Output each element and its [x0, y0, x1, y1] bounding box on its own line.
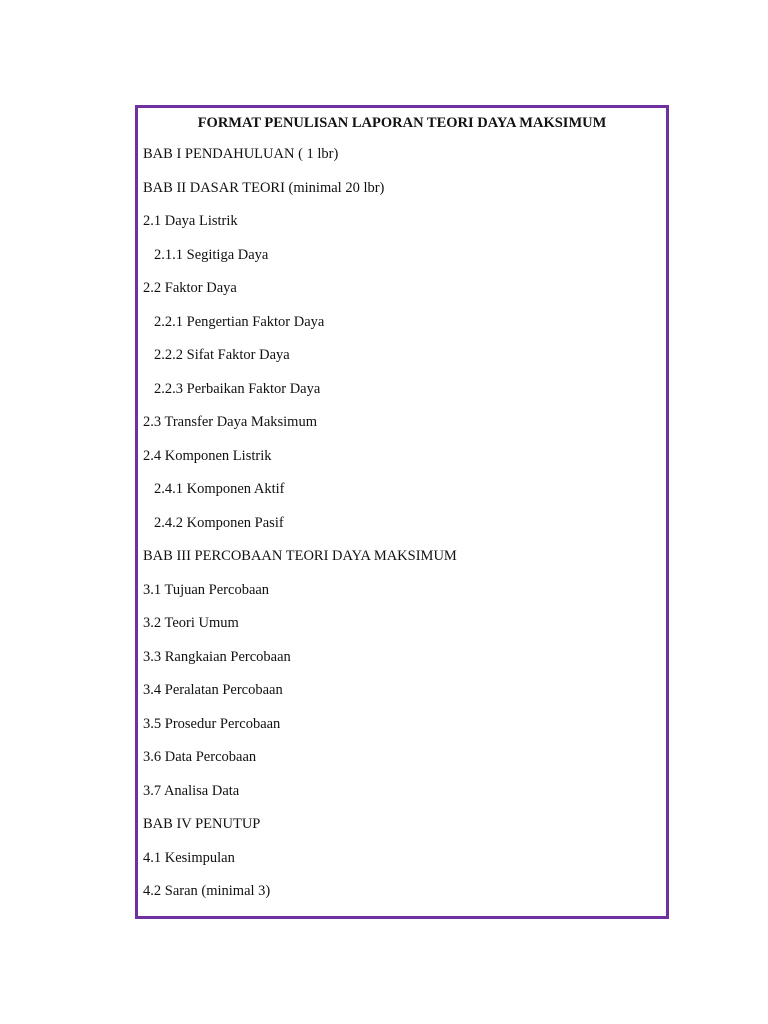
outline-item: 3.6 Data Percobaan — [143, 749, 257, 765]
outline-item: 3.4 Peralatan Percobaan — [143, 682, 283, 698]
outline-item: BAB II DASAR TEORI (minimal 20 lbr) — [143, 179, 385, 196]
outline-subitem: 2.4.2 Komponen Pasif — [154, 514, 284, 531]
outline-item: BAB III PERCOBAAN TEORI DAYA MAKSIMUM — [143, 548, 457, 564]
outline-subitem: 2.1.1 Segitiga Daya — [154, 246, 269, 263]
outline-item: 2.4 Komponen Listrik — [143, 447, 272, 464]
outline-item: BAB IV PENUTUP — [143, 816, 261, 832]
document-title: FORMAT PENULISAN LAPORAN TEORI DAYA MAKSIMUM — [197, 115, 607, 131]
outline-list — [143, 145, 661, 916]
outline-subitem: 2.2.2 Sifat Faktor Daya — [154, 347, 290, 363]
outline-item: 3.1 Tujuan Percobaan — [143, 581, 270, 598]
outline-item: 4.2 Saran (minimal 3) — [143, 883, 271, 899]
outline-item: 2.2 Faktor Daya — [143, 280, 237, 296]
outline-item: 2.1 Daya Listrik — [143, 213, 238, 229]
outline-subitem: 2.4.1 Komponen Aktif — [154, 481, 285, 497]
outline-item: 3.3 Rangkaian Percobaan — [143, 648, 291, 665]
outline-item: 4.1 Kesimpulan — [143, 849, 235, 866]
outline-item: BAB I PENDAHULUAN ( 1 lbr) — [143, 146, 339, 162]
outline-item: 3.7 Analisa Data — [143, 782, 240, 799]
document-frame — [135, 105, 669, 919]
outline-item: 3.2 Teori Umum — [143, 615, 239, 631]
outline-subitem: 2.2.1 Pengertian Faktor Daya — [154, 313, 325, 330]
outline-item: 2.3 Transfer Daya Maksimum — [143, 414, 317, 430]
outline-item: 3.5 Prosedur Percobaan — [143, 715, 281, 732]
outline-subitem: 2.2.3 Perbaikan Faktor Daya — [154, 380, 321, 397]
